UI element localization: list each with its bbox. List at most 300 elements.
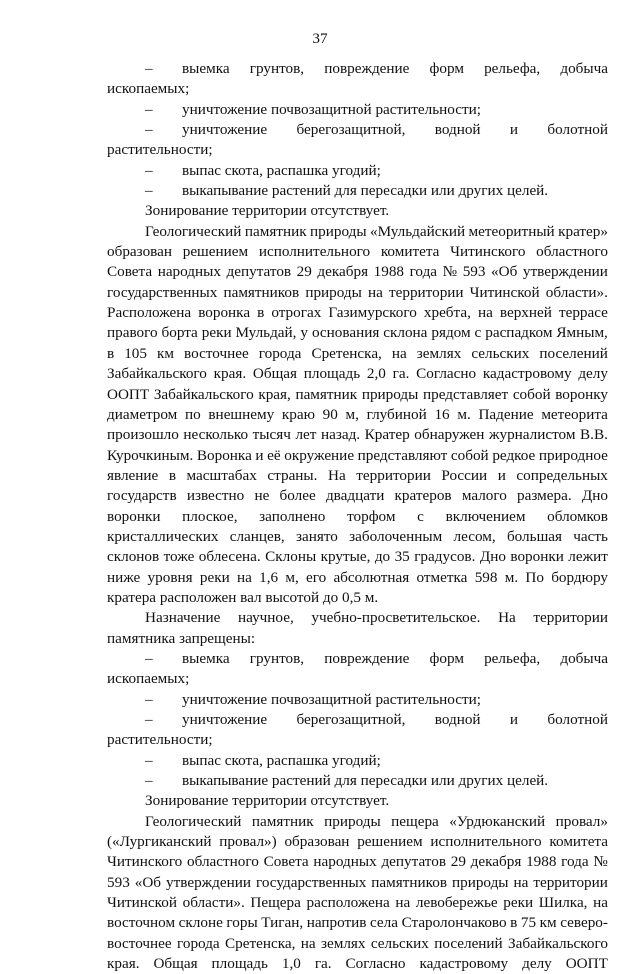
word: и [255,446,264,464]
list-dash: – [145,751,153,769]
word: народных [157,263,221,281]
word: ООПТ [565,955,608,973]
word: произошло [107,426,179,444]
word: водной [434,121,481,139]
word: занято [296,527,338,545]
word: на [236,568,252,586]
word: повреждение [324,649,410,667]
word: тысяч [252,426,291,444]
word: Общая [153,955,198,973]
word: сельских [471,344,530,362]
word: краю [281,405,315,423]
text-line [107,59,608,79]
word: страны. [267,466,318,484]
text-line [107,364,608,384]
word: Читинской [107,894,177,912]
text-line [107,425,608,445]
text-line [107,568,608,588]
word: 1,6 [259,568,279,586]
word: лесом, [453,527,496,545]
word: на [395,894,411,912]
word: лет [295,426,317,444]
word: 598 [474,568,498,586]
word: часть [573,527,608,545]
word: у [300,324,308,342]
word: форм [429,60,464,77]
word: м, [345,405,359,423]
text-line: памятника запрещены: [107,629,256,647]
word: более [279,487,316,505]
text-line [107,649,608,669]
word: бордюру [551,568,608,586]
word: депутатов [381,853,446,871]
word: плоское, [182,507,238,525]
word: пещера [391,812,439,830]
list-dash: – [145,100,153,118]
word: учебно-просветительское. [311,609,481,627]
word: утверждении [166,873,252,891]
text-line: ископаемых; [107,670,190,688]
word: Курочкиным. [107,446,194,464]
word: на [593,894,608,912]
text-line [107,446,608,466]
word: до [374,548,391,566]
word: государственных [255,873,367,891]
word: делу [522,955,552,973]
word: Газимурского [328,304,417,322]
word: «Об [134,873,162,891]
list-item-text: выпас скота, распашка угодий; [182,161,381,179]
word: государств [107,487,177,505]
word: депутатов [226,263,292,281]
word: Старолончаково [401,914,507,932]
word: левобережье [415,894,498,912]
word: рядом [431,324,471,342]
word: воронки [510,548,564,566]
word: ООПТ [107,385,150,403]
word: представляет [422,385,509,403]
word: провал» [555,812,608,830]
word: восточном [107,914,176,932]
word: кратер» [558,222,608,240]
word: 75 [520,914,537,932]
word: км [157,344,175,362]
word: м, [285,568,299,586]
word: территории [356,466,431,484]
text-line [107,323,608,343]
word: 29 [450,853,466,871]
word: обнаружен [414,426,485,444]
word: большая [506,527,562,545]
text-line [107,608,608,628]
word: реки [503,894,534,912]
word: не [254,487,270,505]
list-item-text [182,710,608,730]
word: 1988 [526,853,557,871]
word: малого [461,487,507,505]
word: памятников [371,873,448,891]
word: природы [324,812,381,830]
word: напротив [306,914,367,932]
word: берегозащитной, [296,711,406,728]
word: края. [107,955,140,973]
text-line: Зонирование территории отсутствует. [145,202,390,220]
word: и [509,121,519,139]
word: выемка [182,649,230,667]
word: включением [445,507,526,525]
word: памятник [295,385,358,403]
word: северо- [560,914,608,932]
word: поселений [434,934,503,952]
word: в [107,344,115,362]
word: глубиной [366,405,427,423]
word: в [257,304,265,322]
word: выемка [182,60,230,77]
word: реки [201,324,232,342]
text-line: Зонирование территории отсутствует. [145,792,390,810]
word: грунтов, [249,649,305,667]
word: склона [383,324,428,342]
word: решением [357,833,423,851]
text-line [107,222,608,242]
word: На [498,609,516,627]
word: редкое [492,446,536,464]
text-line: растительности; [107,141,213,159]
text-line: ископаемых; [107,80,190,98]
word: края. [213,365,247,383]
word: народных [313,853,377,871]
list-item-text: уничтожение почвозащитной растительности; [182,690,481,708]
word: верхней [499,304,552,322]
list-item-text [182,649,608,669]
word: № [593,853,608,871]
word: воронку [555,385,608,403]
word: и [497,466,506,484]
word: «Об [491,263,518,281]
word: правого [107,324,158,342]
word: кристаллических [107,527,219,545]
document-body [107,59,608,974]
word: распадком [485,324,553,342]
word: площадь [303,365,361,383]
list-dash: – [145,182,153,200]
word: масштабах [186,466,257,484]
word: Совета [107,263,153,281]
word: 105 [124,344,147,362]
word: Геологический [145,812,242,830]
word: назад. [320,426,361,444]
word: Мульдай, [235,324,297,342]
text-line [107,710,608,730]
word: 35 [394,548,410,566]
word: добыча [560,60,608,77]
word: Совета [263,853,309,871]
text-line [107,283,608,303]
word: природы [361,385,419,403]
list-item-text: выкапывание растений для пересадки или других целей. [182,182,549,200]
text-line [107,385,608,405]
word: 1,0 [281,955,301,973]
word: повреждение [324,60,410,77]
word: реки [199,568,230,586]
word: территории [533,609,608,627]
word: Дно [479,548,506,566]
word: горы [226,914,258,932]
word: хребта, [423,304,471,322]
word: уничтожение [182,121,268,139]
text-line [107,527,608,547]
text-line [107,120,608,140]
word: воронка [198,304,251,322]
word: Забайкальского [153,385,254,403]
list-item-text: уничтожение почвозащитной растительности; [182,100,481,118]
word: на [367,283,383,301]
word: города [258,344,302,362]
text-line [107,405,608,425]
word: м. [457,405,471,423]
word: с [417,507,424,525]
list-item-text [182,120,608,140]
word: его [306,568,327,586]
word: № [442,263,458,281]
word: природы [310,222,367,240]
word: территории [533,873,608,891]
word: памятников [223,283,300,301]
list-dash: – [145,711,153,728]
text-line: кратера расположен вал высотой до 0,5 м. [107,588,379,606]
word: основания [311,324,380,342]
word: Забайкальского [508,934,608,952]
word: Воронка [196,446,252,464]
text-line [107,344,608,364]
word: Тиган, [261,914,304,932]
word: добыча [560,649,608,667]
list-dash: – [145,121,153,139]
text-line [107,486,608,506]
list-item-text: выкапывание растений для пересадки или других целей. [182,772,549,790]
text-line [107,303,608,323]
list-dash: – [145,60,153,77]
word: года [561,853,589,871]
word: Забайкальского [107,365,207,383]
word: по [184,405,201,423]
word: Читинской [469,283,540,301]
word: 2,0 [366,365,386,383]
word: отрогах [271,304,322,322]
word: внешнему [208,405,275,423]
list-dash: – [145,690,153,708]
word: землях [321,934,366,952]
word: края, [258,385,291,403]
word: 593 [462,263,486,281]
word: явление [107,466,159,484]
word: заполнено [259,507,326,525]
word: крутые, [320,548,371,566]
word: года [409,263,438,281]
word: метеоритный [468,222,555,240]
word: сельских [370,934,429,952]
word: Расположена [107,304,192,322]
word: водной [434,711,481,728]
word: исполнительного [430,833,542,851]
text-line [107,771,608,791]
word: форм [429,649,464,667]
text-line [107,690,608,710]
word: облесена. [198,548,261,566]
word: в [168,466,176,484]
word: комитета [380,243,440,261]
word: на [477,304,493,322]
word: двадцати [325,487,385,505]
word: га. [392,365,410,383]
word: делу [578,365,608,383]
word: памятник [244,222,307,240]
word: на [300,934,316,952]
word: собой [450,446,489,464]
word: грунтов, [249,60,305,77]
word: Согласно [345,955,406,973]
word: уровня [147,568,193,586]
word: декабря [470,853,522,871]
word: комитета [549,833,608,851]
word: образован [284,833,350,851]
word: борта [161,324,198,342]
word: заболоченным [349,527,443,545]
word: диаметром [107,405,178,423]
word: «Мульдайский [369,222,466,240]
word: 29 [296,263,312,281]
word: государственных [107,283,218,301]
word: «Урдюканский [449,812,546,830]
text-line [107,262,608,282]
word: сланцев, [229,527,285,545]
word: кратеров [394,487,452,505]
word: га. [314,955,332,973]
text-line [107,100,608,120]
text-line [107,181,608,201]
word: 90 [322,405,338,423]
word: сопредельных [516,466,608,484]
word: Назначение [145,609,221,627]
word: Согласно [416,365,477,383]
word: Шилка, [538,894,588,912]
word: Пещера [250,894,301,912]
word: уничтожение [182,711,268,728]
text-line [107,893,608,913]
word: областного [187,853,259,871]
word: Читинского [107,853,183,871]
word: утверждении [522,263,608,281]
word: на [513,873,529,891]
word: метеорита [541,405,608,423]
text-line [107,751,608,771]
word: По [525,568,544,586]
word: Ямным, [556,324,608,342]
word: представляют [357,446,448,464]
list-dash: – [145,161,153,179]
word: природы [305,283,362,301]
word: кадастровому [419,955,509,973]
word: России [441,466,488,484]
text-line [107,507,608,527]
word: 1988 [373,263,405,281]
word: болотной [547,121,608,139]
word: торфом [347,507,396,525]
word: Общая [252,365,297,383]
word: тоже [163,548,195,566]
word: Падение [478,405,534,423]
word: ниже [107,568,141,586]
word: исполнительного [258,243,371,261]
word: На [327,466,346,484]
list-dash: – [145,649,153,667]
word: собой [512,385,551,403]
word: размера. [517,487,572,505]
text-line [107,812,608,832]
word: Сретенска, [311,344,382,362]
word: расположена [306,894,390,912]
word: декабря [317,263,369,281]
word: лежит [568,548,608,566]
word: болотной [547,711,608,728]
word: площадь [211,955,268,973]
word: склонов [107,548,160,566]
text-line [107,852,608,872]
word: её [267,446,281,464]
word: с [474,324,482,342]
text-line: растительности; [107,731,213,749]
word: км [539,914,557,932]
word: Кратер [364,426,410,444]
word: Склоны [265,548,317,566]
word: города [177,934,220,952]
word: и [509,711,519,728]
word: В.В. [580,426,608,444]
list-dash: – [145,772,153,790]
word: берегозащитной, [296,121,406,139]
word: землях [416,344,462,362]
page-number: 37 [312,30,328,47]
text-line [107,934,608,954]
word: восточнее [184,344,249,362]
text-line [107,242,608,262]
word: природное [538,446,608,464]
text-line [107,547,608,567]
word: Читинского [450,243,526,261]
word: в [510,914,518,932]
word: природы [451,873,509,891]
word: области». [545,283,608,301]
word: рельефа, [484,60,541,77]
word: журналистом [488,426,576,444]
text-line [107,832,608,852]
word: областного [536,243,608,261]
word: 593 [107,873,130,891]
text-line [107,161,608,181]
word: абсолютная [333,568,410,586]
list-item-text [182,59,608,79]
word: Дно [581,487,608,505]
word: на [391,344,407,362]
text-line [107,873,608,893]
text-line [107,913,608,933]
word: территории [388,283,464,301]
word: образован [107,243,172,261]
word: воронки [107,507,161,525]
word: несколько [183,426,249,444]
word: известно [186,487,245,505]
word: склоне [178,914,223,932]
